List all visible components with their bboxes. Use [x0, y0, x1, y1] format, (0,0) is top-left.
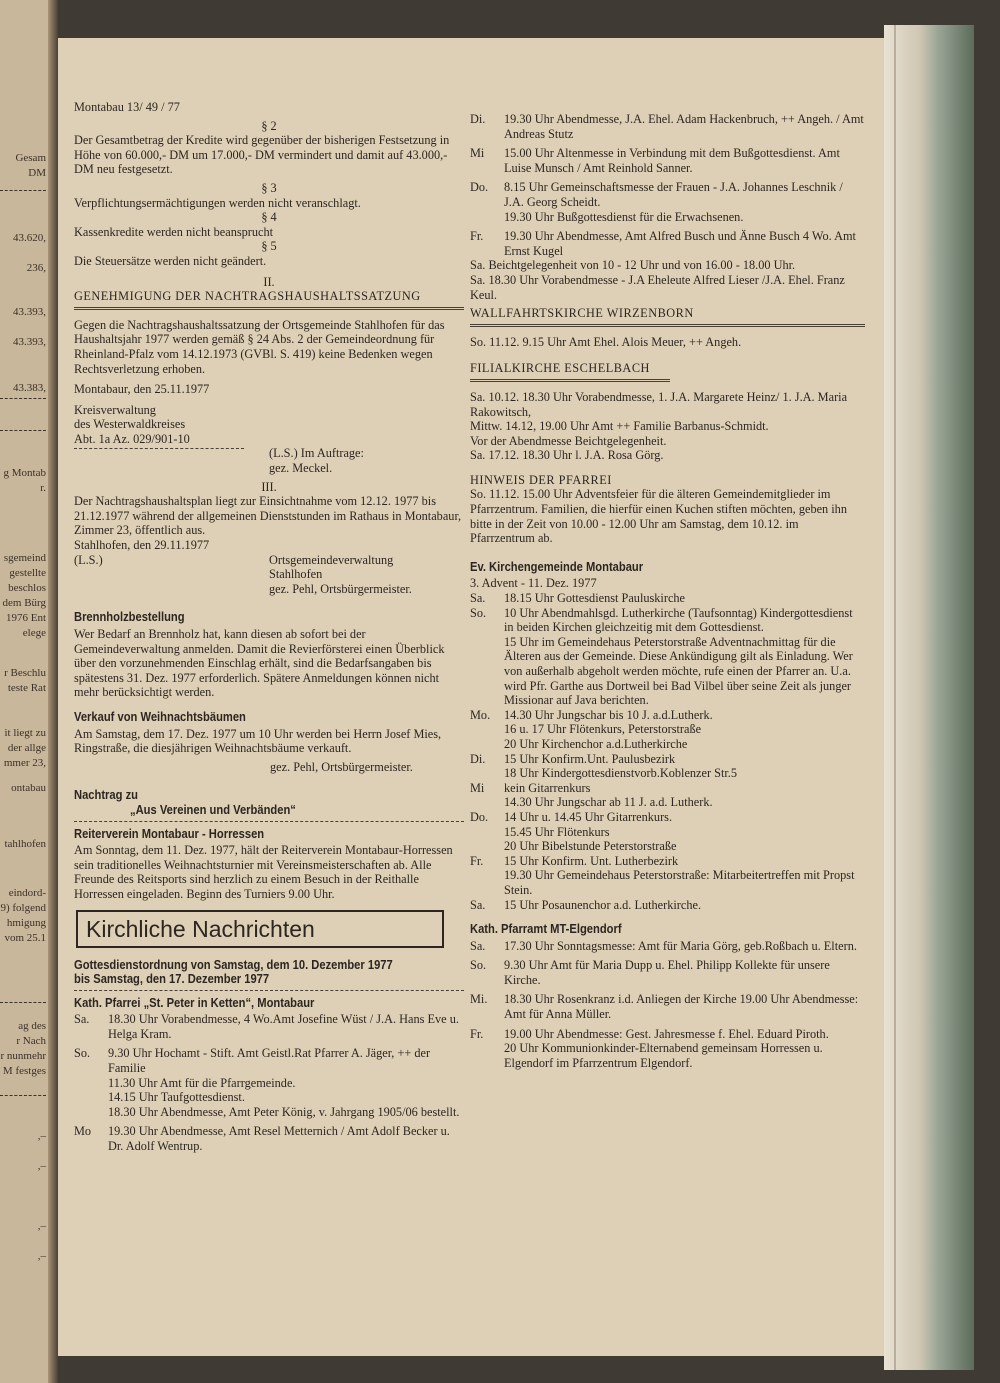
- schedule-text: 18 Uhr Kindergottesdienstvorb.Koblenzer Str.5: [504, 766, 738, 781]
- hinweis-text: So. 11.12. 15.00 Uhr Adventsfeier für die älteren Gemeindemitglieder im Pfarrzentrum. Familien, die hierfür einen Kuchen stiften möchten, geben ihn bitte in der Zeit von 10.00 - 12.00 Uhr am Samstag, dem 10.12. im Pfarrzentrum ab.: [470, 487, 847, 546]
- schedule-text: 19.30 Uhr Bußgottesdienst für die Erwachsenen.: [504, 209, 744, 224]
- schedule-text: 14.15 Uhr Taufgottesdienst.: [108, 1090, 245, 1105]
- schedule-day: [470, 825, 504, 840]
- schedule-row: [74, 1105, 464, 1120]
- schedule-row: [74, 1090, 464, 1105]
- schedule-text: 19.30 Uhr Abendmesse, Amt Resel Metternich / Amt Adolf Becker u. Dr. Adolf Wentrup.: [108, 1124, 450, 1154]
- margin-text-fragment: M festges: [2, 1065, 46, 1077]
- schedule-day: Sa.: [470, 591, 486, 606]
- schedule-text: 18.15 Uhr Gottesdienst Pauluskirche: [504, 591, 686, 606]
- schedule-day: Sa.: [470, 897, 486, 912]
- schedule-day: Mo: [74, 1124, 92, 1139]
- margin-text-fragment: it liegt zu: [4, 727, 46, 739]
- margin-text-fragment: r.: [40, 482, 46, 494]
- double-rule: [74, 307, 464, 310]
- schedule-day: Di.: [470, 112, 486, 126]
- margin-text-fragment: 236,: [26, 262, 46, 274]
- schedule-row: [470, 1027, 865, 1042]
- margin-text-fragment: beschlos: [8, 582, 46, 594]
- margin-text-fragment: hmigung: [6, 917, 46, 929]
- margin-text-fragment: 43.620,: [13, 232, 46, 244]
- schedule-day: [470, 722, 504, 737]
- schedule-row: [470, 992, 865, 1021]
- margin-text-fragment: r nunmehr: [0, 1050, 46, 1062]
- ev-subheading: 3. Advent - 11. Dez. 1977: [470, 576, 597, 591]
- margin-text-fragment: 1976 Ent: [5, 612, 46, 624]
- margin-text-fragment: ag des: [18, 1020, 46, 1032]
- schedule-row: [470, 958, 865, 987]
- schedule-row: [470, 752, 865, 767]
- schedule-row: [74, 1046, 464, 1075]
- margin-text-fragment: r Beschlu: [4, 667, 46, 679]
- double-rule: [470, 324, 865, 327]
- schedule-day: [74, 1090, 108, 1105]
- schedule-text: 15 Uhr Posaunenchor a.d. Lutherkirche.: [504, 897, 702, 912]
- brennholz-text: Wer Bedarf an Brennholz hat, kann diesen ab sofort bei der Gemeindeverwaltung anmelden. Damit die Revierförsterei einen Überblick über den vorzunehmenden Einschlag erhält, sind die Bedarfsangaben bis spätestens 31. Dez. 1977 erforderlich. Spätere Anmeldungen können nicht mehr berücksichtigt werden.: [74, 627, 445, 700]
- schedule-day: Fr.: [470, 853, 484, 868]
- schedule-text: 14.30 Uhr Jungschar bis 10 J. a.d.Lutherk.: [504, 707, 713, 722]
- schedule-day: [470, 766, 504, 781]
- schedule-text: 16 u. 17 Uhr Flötenkurs, Peterstorstraße: [504, 722, 702, 737]
- dashed-rule: [74, 990, 464, 991]
- schedule-text: 20 Uhr Kommunionkinder-Elternabend gemeinsam Horressen u. Elgendorf im Pfarrzentrum Elgendorf.: [504, 1041, 823, 1070]
- schedule-day: Mi.: [470, 992, 488, 1007]
- section-5-text: Die Steuersätze werden nicht geändert.: [74, 253, 267, 268]
- date-line: Montabaur, den 25.11.1977: [74, 382, 210, 397]
- margin-rule: [0, 1095, 46, 1096]
- schedule-row: [470, 229, 865, 258]
- schedule-row: [470, 898, 865, 913]
- gottesdienstordnung-line-1: Gottesdienstordnung von Samstag, dem 10. Dezember 1977: [74, 956, 393, 972]
- schedule-text: 14.30 Uhr Jungschar ab 11 J. a.d. Lutherk.: [504, 795, 713, 810]
- nachtrag-subheading: „Aus Vereinen und Verbänden“: [130, 801, 296, 817]
- double-rule: [470, 379, 670, 382]
- schedule-day: Mo.: [470, 707, 491, 722]
- section-2-text: Der Gesamtbetrag der Kredite wird gegenüber der bisherigen Festsetzung in Höhe von 60.000,- DM um 17.000,- DM vermindert und damit auf 43.000,- DM neu festgesetzt.: [74, 133, 450, 177]
- schedule-text: 10 Uhr Abendmahlsgd. Lutherkirche (Taufsonntag) Kindergottesdienst in beiden Kirchen gleichzeitig mit dem Gottesdienst.: [504, 605, 853, 635]
- genehmigung-text: Gegen die Nachtragshaushaltssatzung der Ortsgemeinde Stahlhofen für das Haushaltsjahr 1977 werden gemäß § 24 Abs. 2 der Gemeindeordnung für Rheinland-Pfalz vom 14.12.1973 (GVBl. S. 419) keine Bedenken wegen Rechtsverletzung erhoben.: [74, 317, 445, 376]
- margin-text-fragment: ,–: [37, 1220, 46, 1232]
- margin-text-fragment: sgemeind: [3, 552, 46, 564]
- margin-text-fragment: 43.393,: [13, 336, 46, 348]
- schedule-text: 19.30 Uhr Gemeindehaus Peterstorstraße: Mitarbeitertreffen mit Propst Stein.: [504, 868, 855, 897]
- schedule-row: [470, 781, 865, 796]
- margin-text-fragment: ,–: [37, 1250, 46, 1262]
- wallfahrtskirche-text: So. 11.12. 9.15 Uhr Amt Ehel. Alois Meuer, ++ Angeh.: [470, 334, 742, 349]
- schedule-day: [470, 795, 504, 810]
- margin-text-fragment: g Montab: [3, 467, 46, 479]
- margin-rule: [0, 190, 46, 191]
- schedule-text: 17.30 Uhr Sonntagsmesse: Amt für Maria Görg, geb.Roßbach u. Eltern.: [504, 938, 857, 953]
- kirchliche-nachrichten-box: Kirchliche Nachrichten: [76, 910, 444, 948]
- gottesdienstordnung-line-2: bis Samstag, den 17. Dezember 1977: [74, 971, 270, 987]
- pfarrei-schedule: [74, 1012, 464, 1153]
- margin-text-fragment: 9) folgend: [0, 902, 46, 914]
- schedule-day: [470, 1041, 504, 1070]
- schedule-day: Fr.: [470, 229, 484, 244]
- ogv-line-1: Ortsgemeindeverwaltung: [269, 552, 394, 567]
- schedule-row: [470, 839, 865, 854]
- hinweis-heading: HINWEIS DER PFARREI: [470, 472, 612, 487]
- schedule-day: So.: [470, 958, 487, 973]
- schedule-text: 14 Uhr u. 14.45 Uhr Gitarrenkurs.: [504, 809, 673, 824]
- kreisverwaltung-line: Kreisverwaltung: [74, 402, 156, 417]
- schedule-text: 11.30 Uhr Amt für die Pfarrgemeinde.: [108, 1075, 296, 1090]
- ogv-line-3: gez. Pehl, Ortsbürgermeister.: [269, 581, 412, 596]
- schedule-text: 20 Uhr Bibelstunde Peterstorstraße: [504, 839, 677, 854]
- saturday-evening-mass: Sa. 18.30 Uhr Vorabendmesse - J.A Eheleute Alfred Lieser /J.A. Ehel. Franz Keul.: [470, 272, 845, 302]
- filialkirche-line: Sa. 17.12. 18.30 Uhr l. J.A. Rosa Görg.: [470, 448, 664, 463]
- margin-text-fragment: DM: [28, 167, 46, 179]
- margin-text-fragment: ontabau: [11, 782, 46, 794]
- schedule-text: 18.30 Uhr Vorabendmesse, 4 Wo.Amt Josefine Wüst / J.A. Hans Eve u. Helga Kram.: [108, 1012, 459, 1041]
- schedule-row: [470, 210, 865, 225]
- reitverein-text: Am Sonntag, dem 11. Dez. 1977, hält der Reiterverein Montabaur-Horressen sein traditionelles Weihnachtsturnier mit Vereinsmeisterschaften ab. Alle Freunde des Reitsports sind herzlich zu einem Besuch in der Reithalle Horressen eingeladen. Beginn des Turniers 9.00 Uhr.: [74, 843, 453, 901]
- schedule-text: 18.30 Uhr Rosenkranz i.d. Anliegen der Kirche 19.00 Uhr Abendmesse: Amt für Anna Müller.: [504, 992, 859, 1022]
- wallfahrtskirche-heading: WALLFAHRTSKIRCHE WIRZENBORN: [470, 306, 694, 321]
- auftrag-block: [74, 446, 464, 475]
- schedule-day: So.: [470, 605, 487, 620]
- margin-rule: [0, 1002, 46, 1003]
- margin-text-fragment: mmer 23,: [3, 757, 46, 769]
- schedule-row: [470, 146, 865, 175]
- elgendorf-heading: Kath. Pfarramt MT-Elgendorf: [470, 921, 622, 937]
- schedule-text: 15.45 Uhr Flötenkurs: [504, 824, 610, 839]
- schedule-row: [470, 795, 865, 810]
- margin-text-fragment: 43.383,: [13, 382, 46, 394]
- margin-text-fragment: eindord-: [8, 887, 46, 899]
- schedule-row: [470, 635, 865, 708]
- margin-text-fragment: teste Rat: [7, 682, 46, 694]
- schedule-row: [470, 854, 865, 869]
- pfarrei-heading: Kath. Pfarrei „St. Peter in Ketten“, Montabaur: [74, 994, 315, 1010]
- schedule-day: Sa.: [74, 1012, 90, 1027]
- roman-three: III.: [261, 479, 277, 494]
- section-5-title: § 5: [261, 239, 277, 254]
- margin-text-fragment: tahlhofen: [4, 838, 46, 850]
- schedule-day: Di.: [470, 751, 486, 766]
- schedule-day: [470, 210, 504, 225]
- schedule-text: 15 Uhr im Gemeindehaus Peterstorstraße Adventnachmittag für die Älteren aus der Gemeinde. Diese Ankündigung gilt als Einladung. Wer von außerhalb abgeholt werden möchte, rufe einen der Pfarrer an. U.a. wird Pfr. Garthe aus Dortweil bei Bad Vilbel über seine Zeit als junger Missionar auf Java berichten.: [504, 634, 853, 708]
- schedule-row: [470, 722, 865, 737]
- schedule-row: [470, 810, 865, 825]
- weihnachtsbaum-signature: gez. Pehl, Ortsbürgermeister.: [270, 759, 413, 774]
- ev-kirchengemeinde-heading: Ev. Kirchengemeinde Montabaur: [470, 558, 644, 574]
- section-2-title: § 2: [261, 118, 277, 133]
- schedule-row: [470, 737, 865, 752]
- dashed-rule: [74, 821, 464, 822]
- dashed-rule: [74, 448, 244, 449]
- margin-text-fragment: 43.393,: [13, 306, 46, 318]
- genehmigung-heading: GENEHMIGUNG DER NACHTRAGSHAUSHALTSSATZUNG: [74, 289, 421, 304]
- schedule-text: 9.30 Uhr Amt für Maria Dupp u. Ehel. Philipp Kollekte für unsere Kirche.: [504, 958, 830, 987]
- filialkirche-line: Sa. 10.12. 18.30 Uhr Vorabendmesse, 1. J.A. Margarete Heinz/ 1. J.A. Maria Rakowitsch,: [470, 389, 848, 419]
- elgendorf-schedule: [470, 939, 865, 1071]
- schedule-text: 15 Uhr Konfirm. Unt. Lutherbezirk: [504, 853, 679, 868]
- schedule-text: kein Gitarrenkurs: [504, 780, 591, 795]
- schedule-row: [470, 591, 865, 606]
- brennholz-heading: Brennholzbestellung: [74, 609, 185, 625]
- margin-text-fragment: elege: [22, 627, 46, 639]
- schedule-row: [74, 1124, 464, 1153]
- filialkirche-line: Mittw. 14.12, 19.00 Uhr Amt ++ Familie Barbanus-Schmidt.: [470, 419, 769, 434]
- section-4-title: § 4: [261, 210, 277, 225]
- schedule-row: [470, 1041, 865, 1070]
- schedule-row: [74, 1012, 464, 1041]
- weekday-schedule: [470, 112, 865, 258]
- filialkirche-heading: FILIALKIRCHE ESCHELBACH: [470, 361, 650, 376]
- schedule-text: 19.00 Uhr Abendmesse: Gest. Jahresmesse f. Ehel. Eduard Piroth.: [504, 1026, 829, 1041]
- aktenzeichen-line: Abt. 1a Az. 029/901-10: [74, 431, 190, 446]
- margin-text-fragment: dem Bürg: [2, 597, 46, 609]
- weihnachtsbaum-heading: Verkauf von Weihnachtsbäumen: [74, 708, 246, 724]
- schedule-row: [470, 766, 865, 781]
- margin-text-fragment: der allge: [7, 742, 46, 754]
- margin-rule: [0, 398, 46, 399]
- ortsgemeinde-signature: [74, 553, 464, 597]
- book-gutter: [48, 0, 58, 1383]
- left-column: [74, 100, 464, 1154]
- margin-text-fragment: r Nach: [16, 1035, 46, 1047]
- schedule-day: [470, 868, 504, 897]
- schedule-text: 18.30 Uhr Abendmesse, Amt Peter König, v. Jahrgang 1905/06 bestellt.: [108, 1104, 460, 1119]
- signature-meckel: gez. Meckel.: [269, 461, 333, 476]
- schedule-row: [470, 868, 865, 897]
- ls-seal: (L.S.): [74, 552, 103, 567]
- schedule-day: [74, 1076, 108, 1091]
- right-column: [470, 112, 865, 1070]
- schedule-day: Fr.: [470, 1026, 484, 1041]
- reitverein-heading: Reiterverein Montabaur - Horressen: [74, 825, 265, 841]
- nachtrag-heading: Nachtrag zu: [74, 787, 138, 803]
- schedule-text: 19.30 Uhr Abendmesse, Amt Alfred Busch und Änne Busch 4 Wo. Amt Ernst Kugel: [504, 229, 856, 258]
- margin-text-fragment: ,–: [37, 1160, 46, 1172]
- schedule-text: 15 Uhr Konfirm.Unt. Paulusbezirk: [504, 751, 676, 766]
- section-3-title: § 3: [261, 180, 277, 195]
- schedule-day: Do.: [470, 180, 489, 195]
- schedule-row: [74, 1076, 464, 1091]
- schedule-day: [470, 635, 504, 708]
- section-4-text: Kassenkredite werden nicht beansprucht: [74, 224, 274, 239]
- stahlhofen-date: Stahlhofen, den 29.11.1977: [74, 538, 210, 553]
- filialkirche-lines: [470, 390, 865, 463]
- roman-two: II.: [263, 274, 275, 289]
- schedule-day: Mi: [470, 146, 485, 161]
- schedule-row: [470, 708, 865, 723]
- filialkirche-line: Vor der Abendmesse Beichtgelegenheit.: [470, 433, 667, 448]
- margin-text-fragment: vom 25.1: [4, 932, 46, 944]
- saturday-confession: Sa. Beichtgelegenheit von 10 - 12 Uhr und von 16.00 - 18.00 Uhr.: [470, 258, 796, 273]
- ogv-line-2: Stahlhofen: [269, 567, 323, 582]
- weihnachtsbaum-text: Am Samstag, dem 17. Dez. 1977 um 10 Uhr werden bei Herrn Josef Mies, Ringstraße, die diesjährigen Weihnachtsbäume verkauft.: [74, 726, 442, 756]
- section-3-text: Verpflichtungsermächtigungen werden nicht veranschlagt.: [74, 195, 361, 210]
- westerwaldkreis-line: des Westerwaldkreises: [74, 417, 186, 432]
- plan-text: Der Nachtragshaushaltsplan liegt zur Einsichtnahme vom 12.12. 1977 bis 21.12.1977 während der allgemeinen Dienststunden im Rathaus in Montabaur, Zimmer 23, öffentlich aus.: [74, 494, 462, 538]
- ev-schedule: [470, 591, 865, 912]
- schedule-row: [470, 180, 865, 209]
- ls-auftrag: (L.S.) Im Auftrage:: [269, 446, 364, 461]
- schedule-text: 20 Uhr Kirchenchor a.d.Lutherkirche: [504, 736, 688, 751]
- schedule-day: [470, 839, 504, 854]
- schedule-day: Sa.: [470, 938, 486, 953]
- schedule-day: Do.: [470, 809, 489, 824]
- schedule-day: [74, 1105, 108, 1120]
- schedule-day: [470, 737, 504, 752]
- schedule-text: 15.00 Uhr Altenmesse in Verbindung mit dem Bußgottesdienst. Amt Luise Munsch / Amt Reinhold Sanner.: [504, 146, 840, 175]
- schedule-row: [470, 112, 865, 141]
- margin-text-fragment: gestellte: [9, 567, 46, 579]
- schedule-day: So.: [74, 1046, 91, 1061]
- facing-page-edge: [0, 0, 58, 1383]
- margin-rule: [0, 430, 46, 431]
- page-header: Montabau 13/ 49 / 77: [74, 100, 180, 114]
- schedule-day: Mi: [470, 780, 485, 795]
- book-cover-edge: [884, 25, 974, 1370]
- schedule-row: [470, 825, 865, 840]
- schedule-text: 19.30 Uhr Abendmesse, J.A. Ehel. Adam Hackenbruch, ++ Angeh. / Amt Andreas Stutz: [504, 112, 864, 141]
- schedule-row: [470, 606, 865, 635]
- schedule-text: 8.15 Uhr Gemeinschaftsmesse der Frauen - J.A. Johannes Leschnik / J.A. Georg Scheidt.: [504, 180, 843, 209]
- margin-text-fragment: Gesam: [15, 152, 46, 164]
- schedule-row: [470, 939, 865, 954]
- margin-text-fragment: ,–: [37, 1130, 46, 1142]
- schedule-text: 9.30 Uhr Hochamt - Stift. Amt Geistl.Rat Pfarrer A. Jäger, ++ der Familie: [108, 1046, 431, 1076]
